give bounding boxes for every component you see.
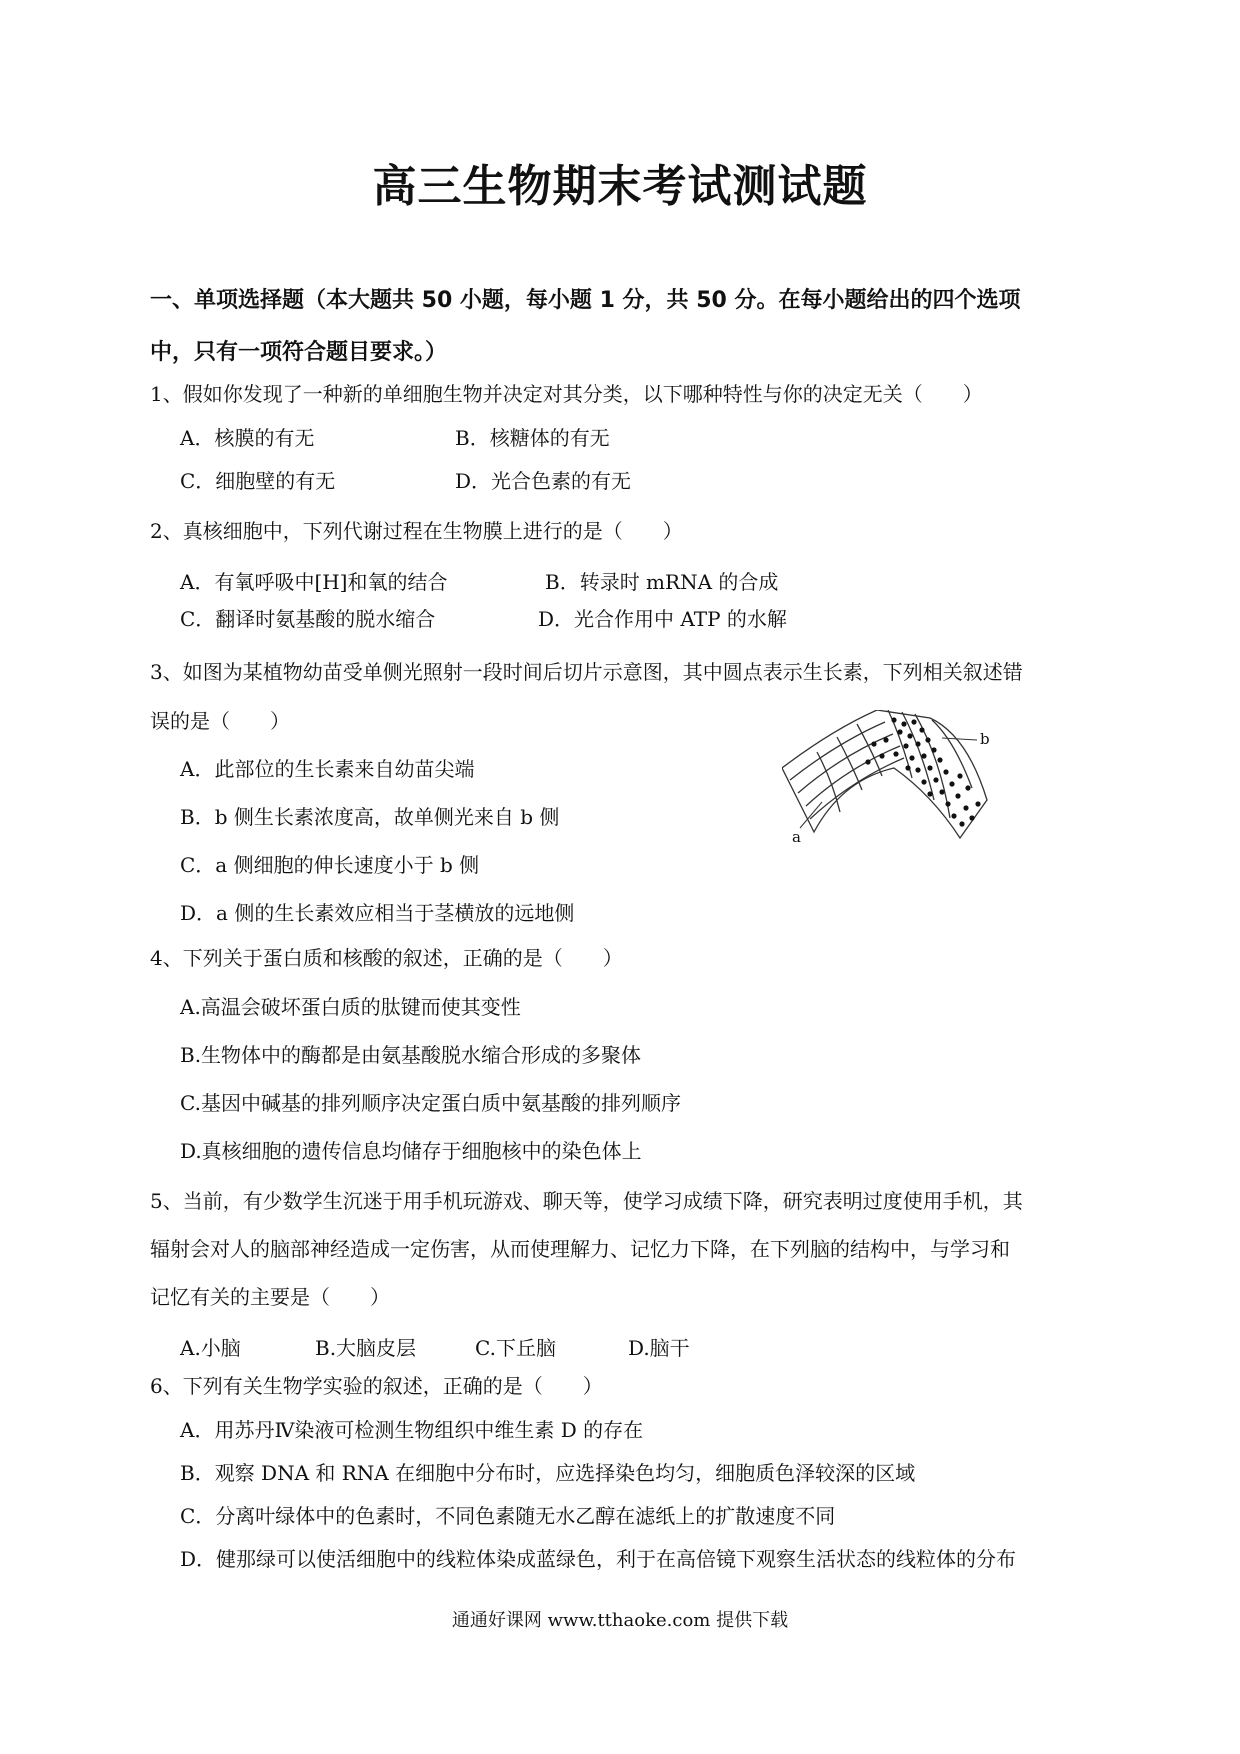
- question-5-stem-line-3: 记忆有关的主要是（ ）: [150, 1285, 390, 1309]
- question-3-stem-line-1: 3、如图为某植物幼苗受单侧光照射一段时间后切片示意图，其中圆点表示生长素，下列相关叙述错: [150, 660, 1023, 684]
- question-2-option-d: D．光合作用中 ATP 的水解: [538, 607, 787, 631]
- question-6-option-b: B．观察 DNA 和 RNA 在细胞中分布时，应选择染色均匀，细胞质色泽较深的区域: [180, 1461, 916, 1485]
- question-5-option-b: B.大脑皮层: [315, 1336, 417, 1360]
- question-3-option-a: A．此部位的生长素来自幼苗尖端: [180, 757, 475, 781]
- question-2-option-a: A．有氧呼吸中[H]和氧的结合: [180, 570, 448, 594]
- page-title: 高三生物期末考试测试题: [372, 161, 868, 212]
- question-3-option-c: C．a 侧细胞的伸长速度小于 b 侧: [180, 853, 480, 877]
- question-4-option-a: A.高温会破坏蛋白质的肽键而使其变性: [180, 995, 521, 1019]
- question-1-stem: 1、假如你发现了一种新的单细胞生物并决定对其分类，以下哪种特性与你的决定无关（ ）: [150, 382, 983, 406]
- question-2-stem: 2、真核细胞中，下列代谢过程在生物膜上进行的是（ ）: [150, 519, 683, 543]
- question-6-option-a: A．用苏丹Ⅳ染液可检测生物组织中维生素 D 的存在: [180, 1418, 644, 1442]
- question-3-stem-line-2: 误的是（ ）: [150, 709, 290, 733]
- question-5-stem-line-2: 辐射会对人的脑部神经造成一定伤害，从而使理解力、记忆力下降，在下列脑的结构中，与学习和: [150, 1237, 1010, 1261]
- section-heading-line-2: 中，只有一项符合题目要求。）: [150, 340, 448, 365]
- section-heading-line-1: 一、单项选择题（本大题共 50 小题，每小题 1 分，共 50 分。在每小题给出的四个选项: [150, 288, 1021, 313]
- question-3-option-b: B．b 侧生长素浓度高，故单侧光来自 b 侧: [180, 805, 560, 829]
- question-6-stem: 6、下列有关生物学实验的叙述，正确的是（ ）: [150, 1374, 603, 1398]
- question-5-option-d: D.脑干: [628, 1336, 690, 1360]
- question-4-stem: 4、下列关于蛋白质和核酸的叙述，正确的是（ ）: [150, 946, 623, 970]
- question-4-option-c: C.基因中碱基的排列顺序决定蛋白质中氨基酸的排列顺序: [180, 1091, 681, 1115]
- question-1-option-c: C．细胞壁的有无: [180, 469, 336, 493]
- question-6-option-d: D．健那绿可以使活细胞中的线粒体染成蓝绿色，利于在高倍镜下观察生活状态的线粒体的分布: [180, 1547, 1017, 1571]
- figure-label-a: a: [792, 828, 801, 846]
- question-5-stem-line-1: 5、当前，有少数学生沉迷于用手机玩游戏、聊天等，使学习成绩下降，研究表明过度使用手机，其: [150, 1189, 1023, 1213]
- question-3-option-d: D．a 侧的生长素效应相当于茎横放的远地侧: [180, 901, 575, 925]
- seedling-section-figure: [782, 710, 1002, 850]
- question-6-option-c: C．分离叶绿体中的色素时，不同色素随无水乙醇在滤纸上的扩散速度不同: [180, 1504, 836, 1528]
- page-footer: 通通好课网 www.tthaoke.com 提供下载: [451, 1610, 789, 1631]
- figure-label-b: b: [980, 730, 990, 748]
- question-2-option-c: C．翻译时氨基酸的脱水缩合: [180, 607, 436, 631]
- section-heading: [150, 275, 1110, 379]
- question-5-option-a: A.小脑: [180, 1336, 241, 1360]
- question-4-option-b: B.生物体中的酶都是由氨基酸脱水缩合形成的多聚体: [180, 1043, 642, 1067]
- question-1-option-d: D．光合色素的有无: [455, 469, 632, 493]
- question-1-option-a: A．核膜的有无: [180, 426, 315, 450]
- question-5-option-c: C.下丘脑: [475, 1336, 556, 1360]
- auxin-dots: [865, 717, 980, 826]
- question-1-option-b: B．核糖体的有无: [455, 426, 610, 450]
- question-2-option-b: B．转录时 mRNA 的合成: [545, 570, 779, 594]
- question-4-option-d: D.真核细胞的遗传信息均储存于细胞核中的染色体上: [180, 1139, 642, 1163]
